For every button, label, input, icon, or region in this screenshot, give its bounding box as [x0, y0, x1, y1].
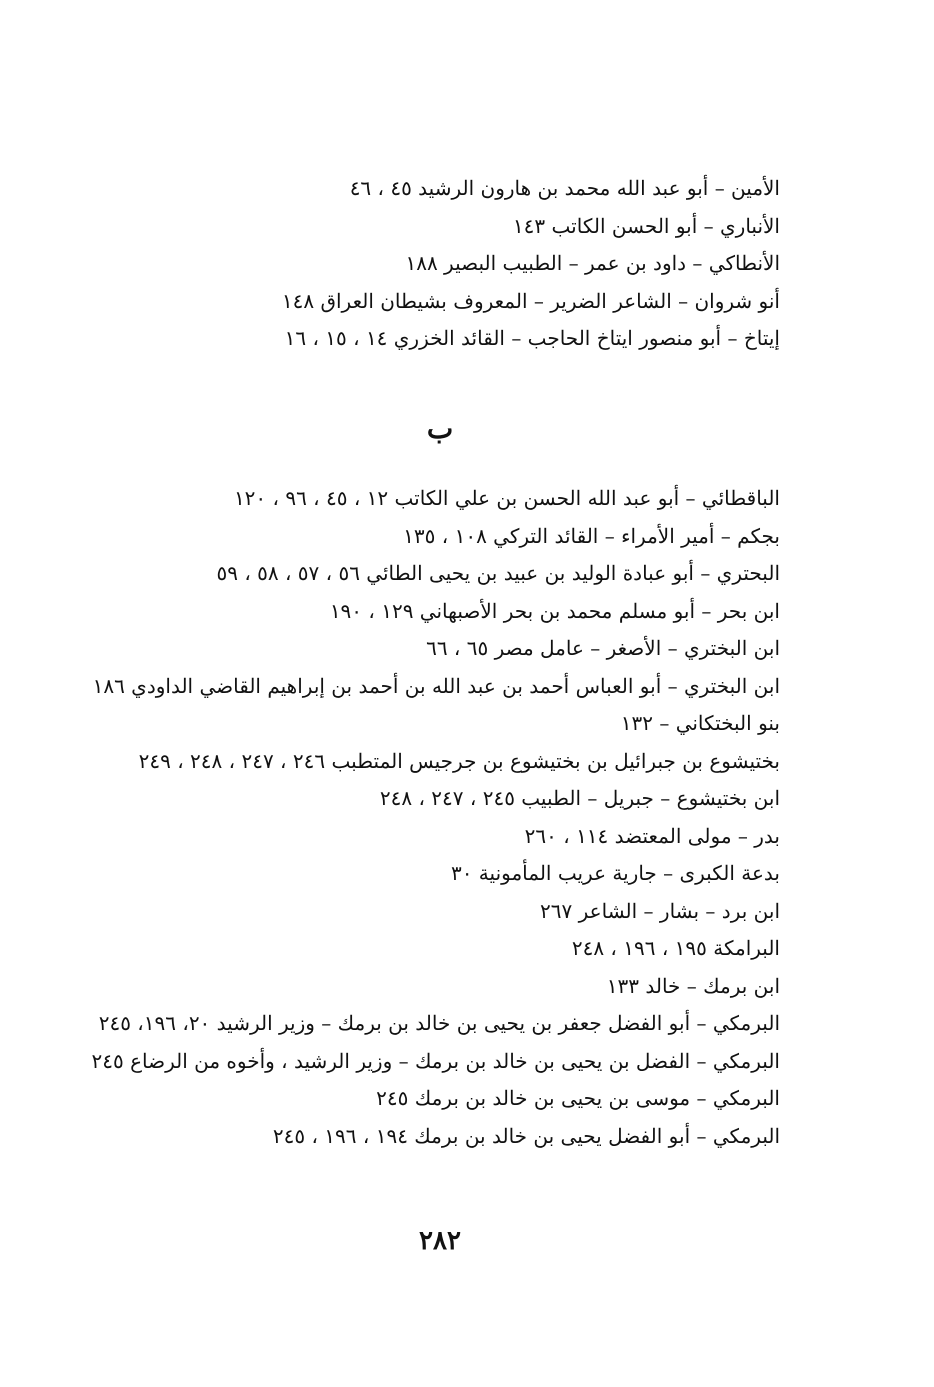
index-entry: أنو شروان – الشاعر الضرير – المعروف بشيطان العراق ١٤٨	[281, 288, 780, 313]
index-entry: البرمكي – أبو الفضل يحيى بن خالد بن برمك ١٩٤ ، ١٩٦ ، ٢٤٥	[272, 1123, 780, 1148]
index-entry: بجكم – أمير الأمراء – القائد التركي ١٠٨ ، ١٣٥	[403, 523, 780, 548]
index-entry: ابن بختيشوع – جبريل – الطبيب ٢٤٥ ، ٢٤٧ ، ٢٤٨	[379, 786, 780, 810]
index-entry: البحتري – أبو عبادة الوليد بن عبيد بن يحيى الطائي ٥٦ ، ٥٧ ، ٥٨ ، ٥٩	[216, 561, 780, 585]
section-heading-ba: ب	[426, 412, 454, 445]
index-entry: بدعة الكبرى – جارية عريب المأمونية ٣٠	[450, 861, 780, 885]
index-entry: البرمكي – أبو الفضل جعفر بن يحيى بن خالد بن برمك – وزير الرشيد ٢٠، ١٩٦، ٢٤٥	[98, 1011, 780, 1035]
index-entry: بختيشوع بن جبرائيل بن بختيشوع بن جرجيس المتطبب ٢٤٦ ، ٢٤٧ ، ٢٤٨ ، ٢٤٩	[138, 748, 780, 773]
index-entry: البرامكة ١٩٥ ، ١٩٦ ، ٢٤٨	[571, 936, 780, 960]
index-entries-ba	[91, 480, 780, 1155]
index-entry: الباقطائي – أبو عبد الله الحسن بن علي الكاتب ١٢ ، ٤٥ ، ٩٦ ، ١٢٠	[233, 486, 780, 510]
index-entry: ابن بحر – أبو مسلم محمد بن بحر الأصبهاني ١٢٩ ، ١٩٠	[329, 598, 780, 623]
index-entry: بدر – مولى المعتضد ١١٤ ، ٢٦٠	[524, 823, 780, 848]
index-entry: ابن برد – بشار – الشاعر ٢٦٧	[540, 898, 780, 923]
page-number: ٢٨٢	[419, 1226, 461, 1256]
index-entries-alif	[100, 170, 780, 358]
index-entry: ابن برمك – خالد ١٣٣	[606, 973, 780, 998]
index-entry: البرمكي – الفضل بن يحيى بن خالد بن برمك – وزير الرشيد ، وأخوه من الرضاع ٢٤٥	[91, 1048, 780, 1073]
index-entry: الأنطاكي – داود بن عمر – الطبيب البصير ١٨٨	[405, 251, 780, 275]
index-entry: الأمين – أبو عبد الله محمد بن هارون الرشيد ٤٥ ، ٤٦	[349, 176, 780, 200]
index-entry: الأنباري – أبو الحسن الكاتب ١٤٣	[512, 213, 780, 238]
index-entry: ابن البختري – أبو العباس أحمد بن عبد الله بن أحمد بن إبراهيم القاضي الداودي ١٨٦	[92, 673, 780, 698]
index-entry: إيتاخ – أبو منصور ايتاخ الحاجب – القائد الخزري ١٤ ، ١٥ ، ١٦	[284, 326, 780, 350]
index-entry: بنو البختكاني – ١٣٢	[620, 711, 780, 735]
index-entry: ابن البختري – الأصغر – عامل مصر ٦٥ ، ٦٦	[426, 636, 780, 660]
index-entry: البرمكي – موسى بن يحيى بن خالد بن برمك ٢٤٥	[376, 1086, 780, 1110]
